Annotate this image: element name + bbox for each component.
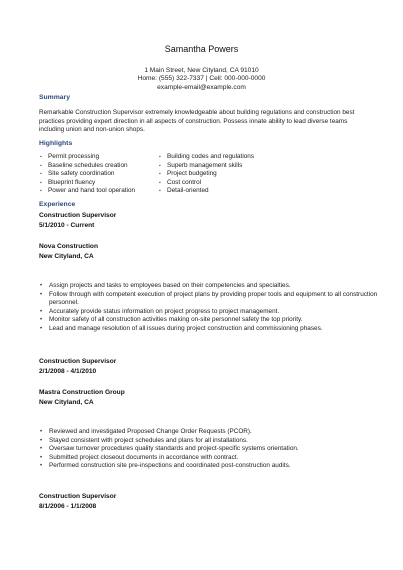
job-title: Construction Supervisor	[39, 493, 117, 500]
summary-text: Remarkable Construction Supervisor extremely knowledgeable about building regulations and construction best practices providing expert direction in all aspects of construction. Possess innate ability to lead diverse teams including union and non-union shops.	[39, 109, 355, 134]
experience-heading: Experience	[39, 201, 76, 208]
job-title: Construction Supervisor	[39, 212, 117, 219]
job-1-header	[39, 211, 116, 230]
highlight-item: ▪ Permit processing	[39, 153, 135, 162]
company-name: Nova Construction	[39, 243, 98, 250]
highlights-right-list	[158, 153, 254, 196]
highlight-item: ▪ Superb management skills	[158, 162, 254, 171]
contact-info	[0, 67, 403, 92]
email: example-email@example.com	[157, 83, 246, 91]
duty-item: • Performed construction site pre-inspections and coordinated post-construction audits.	[39, 462, 379, 471]
candidate-name: Samantha Powers	[164, 44, 239, 54]
duty-item: • Oversaw turnover procedures quality standards and project-specific systems orientation.	[39, 445, 379, 454]
highlights-heading: Highlights	[39, 140, 73, 147]
highlight-item: ▪ Blueprint fluency	[39, 179, 135, 188]
summary-heading: Summary	[39, 94, 70, 101]
job-title: Construction Supervisor	[39, 358, 117, 365]
duty-item: • Reviewed and investigated Proposed Change Order Requests (PCOR).	[39, 428, 379, 437]
phone-numbers: Home: (555) 322-7337 | Cell: 000-000-0000	[137, 75, 266, 83]
duty-item: • Stayed consistent with project schedules and plans for all installations.	[39, 437, 379, 446]
highlight-item: ▪ Detail-oriented	[158, 187, 254, 196]
job-3-header	[39, 492, 116, 511]
highlight-item: ▪ Power and hand tool operation	[39, 187, 135, 196]
job-2-company	[39, 388, 125, 407]
highlight-item: ▪ Project budgeting	[158, 170, 254, 179]
company-location: New Cityland, CA	[39, 398, 94, 406]
company-name: Mastra Construction Group	[39, 389, 125, 396]
duty-item: • Assign projects and tasks to employees based on their competencies and specialties.	[39, 282, 379, 291]
job-2-header	[39, 357, 116, 376]
job-1-company	[39, 242, 98, 261]
job-dates: 2/1/2008 - 4/1/2010	[39, 367, 97, 375]
highlight-item: ▪ Building codes and regulations	[158, 153, 254, 162]
highlight-item: ▪ Cost control	[158, 179, 254, 188]
duty-item: • Submitted project closeout documents in accordance with contract.	[39, 454, 379, 463]
highlight-item: ▪ Baseline schedules creation	[39, 162, 135, 171]
duty-item: • Monitor safety of all construction activities making on-site personnel safety the top priority.	[39, 316, 379, 325]
highlight-item: ▪ Site safety coordination	[39, 170, 135, 179]
job-dates: 5/1/2010 - Current	[39, 221, 95, 229]
duty-item: • Lead and manage resolution of all issues during project construction and commissioning phases.	[39, 325, 379, 334]
highlights-left-list	[39, 153, 135, 196]
duty-item: • Follow through with competent execution of project plans by providing proper tools and equipment to all construction personnel.	[39, 291, 379, 308]
job-dates: 8/1/2006 - 1/1/2008	[39, 502, 97, 510]
job-1-duties	[39, 282, 379, 334]
company-location: New Cityland, CA	[39, 252, 94, 260]
duty-item: • Accurately provide status information on project progress to project management.	[39, 308, 379, 317]
address: 1 Main Street, New Cityland, CA 91010	[144, 67, 259, 74]
job-2-duties	[39, 428, 379, 471]
